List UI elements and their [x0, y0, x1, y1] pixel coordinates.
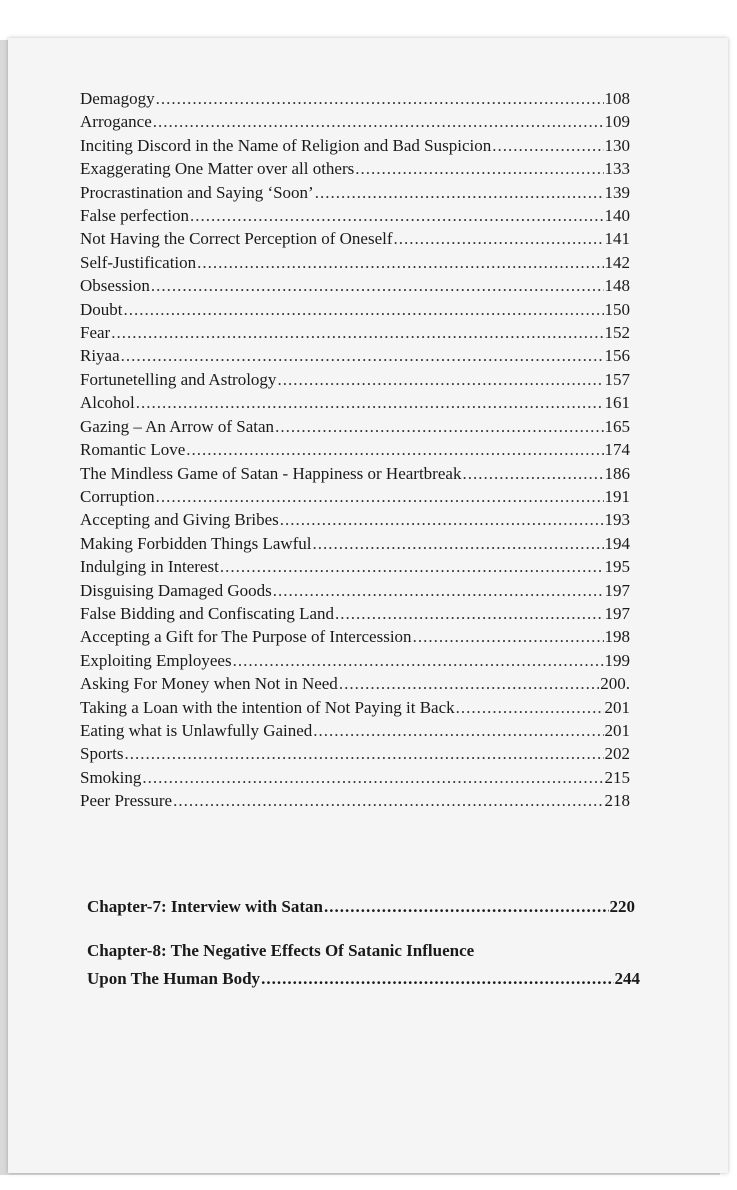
leader-dots [220, 555, 604, 578]
toc-entry-title: Exaggerating One Matter over all others [80, 159, 355, 179]
chapter-7-page: 220 [609, 897, 635, 916]
toc-entry [80, 625, 630, 648]
toc-entry [80, 344, 630, 367]
toc-entry-page: 201 [604, 697, 630, 717]
toc-entry-page: 142 [604, 252, 630, 272]
leader-dots [492, 134, 603, 157]
toc-entry [80, 321, 630, 344]
toc-entry-page: 156 [604, 346, 630, 366]
toc-entry-title: Accepting and Giving Bribes [80, 510, 279, 530]
leader-dots [315, 181, 604, 204]
toc-entry [80, 415, 630, 438]
leader-dots [156, 87, 604, 110]
toc-entry-page: 215 [604, 767, 630, 787]
toc-entry [80, 134, 630, 157]
leader-dots [153, 110, 604, 133]
leader-dots [111, 321, 603, 344]
chapter-8-entry [87, 937, 640, 993]
leader-dots [313, 719, 603, 742]
toc-entry-title: Asking For Money when Not in Need [80, 674, 338, 694]
leader-dots [413, 625, 604, 648]
toc-entry-page: 139 [604, 182, 630, 202]
toc-entry-page: 165 [604, 416, 630, 436]
leader-dots [124, 298, 604, 321]
toc-entry-title: Indulging in Interest [80, 557, 219, 577]
leader-dots [324, 893, 609, 921]
toc-entry-page: 200. [600, 674, 630, 694]
toc-entry-title: Fear [80, 323, 111, 343]
toc-entry-page: 140 [604, 206, 630, 226]
chapter-7-entry [87, 893, 635, 921]
toc-entry-title: Demagogy [80, 89, 155, 108]
toc-entry-page: 198 [604, 627, 630, 647]
toc-entry-page: 197 [604, 580, 630, 600]
leader-dots [277, 368, 603, 391]
toc-entry [80, 368, 630, 391]
toc-entry-page: 174 [604, 440, 630, 460]
leader-dots [273, 579, 604, 602]
leader-dots [156, 485, 604, 508]
toc-entry-title: Self-Justification [80, 252, 197, 272]
leader-dots [280, 508, 604, 531]
leader-dots [233, 649, 604, 672]
toc-entry-title: Peer Pressure [80, 791, 173, 811]
toc-entry-page: 201 [604, 720, 630, 740]
leader-dots [197, 251, 603, 274]
toc-entry [80, 602, 630, 625]
toc-entry-title: Riyaa [80, 346, 120, 366]
leader-dots [261, 965, 613, 993]
toc-entry-title: Doubt [80, 299, 123, 319]
toc-entry [80, 789, 630, 812]
toc-entry-title: Romantic Love [80, 440, 186, 460]
leader-dots [142, 766, 603, 789]
toc-entry-page: 193 [604, 510, 630, 530]
toc-entry [80, 579, 630, 602]
toc-entry-page: 150 [604, 299, 630, 319]
toc-entry [80, 555, 630, 578]
toc-entry-title: Accepting a Gift for The Purpose of Intercession [80, 627, 412, 647]
toc-entry-page: 202 [604, 744, 630, 764]
leader-dots [190, 204, 603, 227]
toc-entry-title: Fortunetelling and Astrology [80, 369, 277, 389]
toc-entry [80, 719, 630, 742]
toc-entry-page: 130 [604, 135, 630, 155]
leader-dots [456, 696, 604, 719]
chapter-8-title-line2: Upon The Human Body [87, 969, 261, 988]
toc-entry-title: Sports [80, 744, 124, 764]
toc-entry-page: 109 [604, 112, 630, 132]
toc-entry-title: The Mindless Game of Satan - Happiness or Heartbreak [80, 463, 462, 483]
leader-dots [151, 274, 604, 297]
leader-dots [124, 742, 603, 765]
toc-entry-page: 148 [604, 276, 630, 296]
toc-entry [80, 438, 630, 461]
toc-entry-title: Arrogance [80, 112, 152, 132]
chapter-7-title: Chapter-7: Interview with Satan [87, 897, 323, 916]
toc-entry-title: Inciting Discord in the Name of Religion and Bad Suspicion [80, 135, 492, 155]
toc-entry [80, 766, 630, 789]
toc-entry [80, 742, 630, 765]
toc-entry [80, 251, 630, 274]
leader-dots [394, 227, 604, 250]
toc-entry-page: 191 [604, 486, 630, 506]
chapter-8-title-line1: Chapter-8: The Negative Effects Of Satanic Influence [87, 941, 475, 960]
toc-entry-page: 194 [604, 533, 630, 553]
leader-dots [173, 789, 603, 812]
toc-entry-page: 108 [604, 89, 630, 108]
toc-entry-page: 157 [604, 369, 630, 389]
toc-entry [80, 110, 630, 133]
toc-entry-title: Exploiting Employees [80, 650, 232, 670]
toc-entry-title: Alcohol [80, 393, 135, 413]
toc-entry-page: 195 [604, 557, 630, 577]
toc-entry-title: Eating what is Unlawfully Gained [80, 720, 313, 740]
leader-dots [313, 532, 604, 555]
leader-dots [462, 462, 603, 485]
toc-entry-title: Taking a Loan with the intention of Not Paying it Back [80, 697, 455, 717]
toc-entry-title: Not Having the Correct Perception of Oneself [80, 229, 393, 249]
leader-dots [121, 344, 604, 367]
toc-entry-title: Disguising Damaged Goods [80, 580, 272, 600]
toc-entry-title: Gazing – An Arrow of Satan [80, 416, 275, 436]
toc-entry [80, 532, 630, 555]
toc-entry-page: 133 [604, 159, 630, 179]
toc-entry [80, 181, 630, 204]
toc-entry [80, 204, 630, 227]
toc-entry [80, 298, 630, 321]
chapter-8-page: 244 [614, 969, 640, 988]
leader-dots [136, 391, 604, 414]
toc-entry [80, 391, 630, 414]
toc-entry [80, 696, 630, 719]
toc-entry-title: Procrastination and Saying ‘Soon’ [80, 182, 314, 202]
toc-entry-page: 199 [604, 650, 630, 670]
toc-entry [80, 672, 630, 695]
leader-dots [335, 602, 603, 625]
toc-entry-title: False Bidding and Confiscating Land [80, 603, 335, 623]
toc-entry [80, 274, 630, 297]
table-of-contents [80, 87, 630, 813]
toc-entry-title: False perfection [80, 206, 190, 226]
toc-entry-page: 161 [604, 393, 630, 413]
toc-entry [80, 485, 630, 508]
toc-entry-page: 218 [604, 791, 630, 811]
toc-entry-page: 186 [604, 463, 630, 483]
toc-entry-title: Corruption [80, 486, 155, 506]
toc-entry [80, 462, 630, 485]
toc-entry-page: 152 [604, 323, 630, 343]
toc-entry [80, 649, 630, 672]
leader-dots [339, 672, 599, 695]
leader-dots [275, 415, 603, 438]
toc-entry [80, 227, 630, 250]
leader-dots [355, 157, 603, 180]
toc-entry-title: Making Forbidden Things Lawful [80, 533, 312, 553]
toc-entry-page: 197 [604, 603, 630, 623]
toc-entry [80, 508, 630, 531]
toc-entry [80, 87, 630, 110]
leader-dots [186, 438, 603, 461]
toc-entry [80, 157, 630, 180]
toc-entry-title: Smoking [80, 767, 142, 787]
toc-entry-page: 141 [604, 229, 630, 249]
toc-entry-title: Obsession [80, 276, 150, 296]
